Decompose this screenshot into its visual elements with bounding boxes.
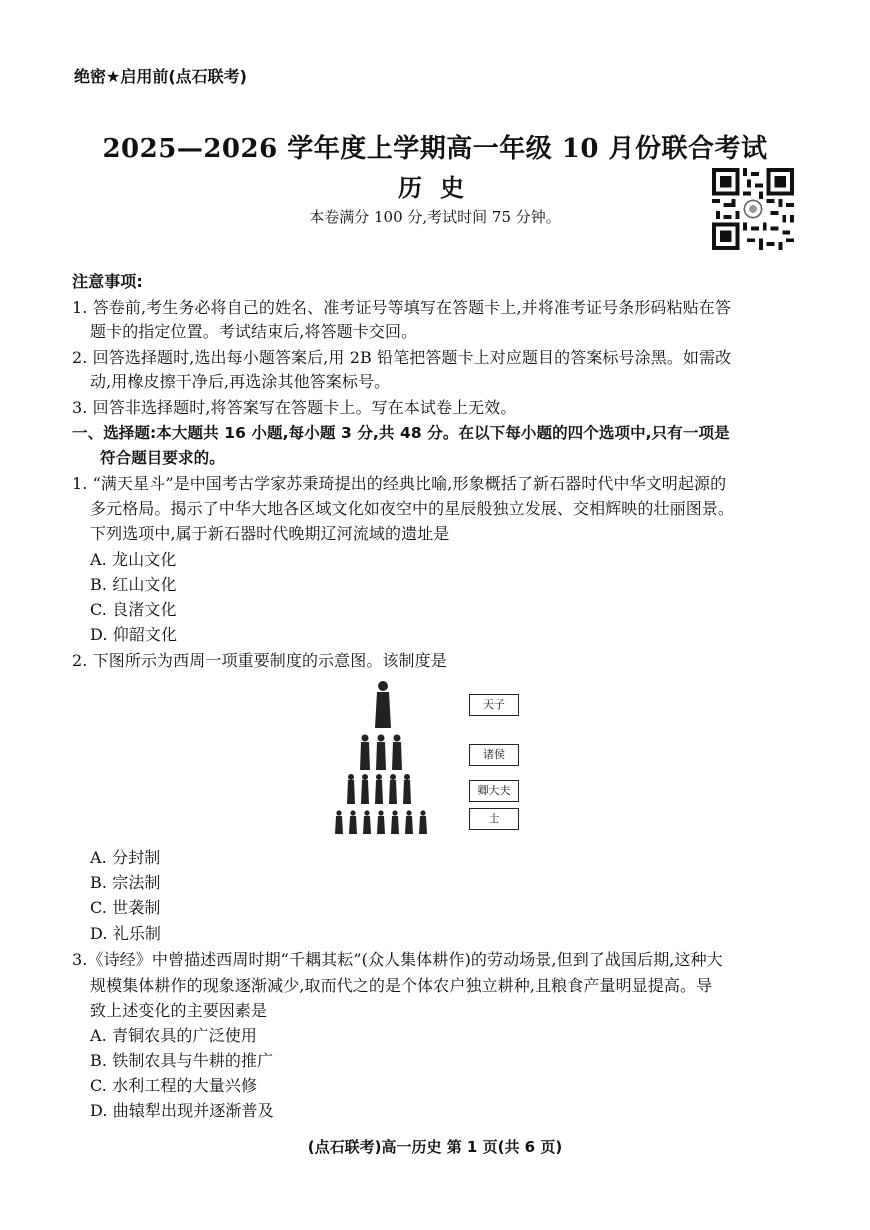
notice-heading: 注意事项: <box>72 272 143 291</box>
subject-title: 历史 <box>398 173 482 202</box>
notice-item: 3. 回答非选择题时,将答案写在答题卡上。写在本试卷上无效。 <box>72 398 517 417</box>
question-stem: 2. 下图所示为西周一项重要制度的示意图。该制度是 <box>72 651 447 670</box>
question-stem: 3.《诗经》中曾描述西周时期“千耦其耘”(众人集体耕作)的劳动场景,但到了战国后期,这种大 <box>72 950 723 969</box>
option-d: D. 仰韶文化 <box>90 625 178 644</box>
question-stem: 1. “满天星斗”是中国考古学家苏秉琦提出的经典比喻,形象概括了新石器时代中华文明起源的 <box>72 474 727 493</box>
question-stem: 规模集体耕作的现象逐渐减少,取而代之的是个体农户独立耕种,且粮食产量明显提高。导 <box>90 976 713 995</box>
option-b: B. 宗法制 <box>90 873 161 892</box>
question-stem: 多元格局。揭示了中华大地各区域文化如夜空中的星辰般独立发展、交相辉映的壮丽图景。 <box>90 499 735 518</box>
notice-item: 2. 回答选择题时,选出每小题答案后,用 2B 铅笔把答题卡上对应题目的答案标号涂黑。如需改 <box>72 348 732 367</box>
tianzi-figure <box>375 681 391 728</box>
option-d: D. 曲辕犁出现并逐渐普及 <box>90 1101 274 1120</box>
option-b: B. 红山文化 <box>90 575 177 594</box>
confidential-label: 绝密★启用前(点石联考) <box>74 67 247 86</box>
option-a: A. 青铜农具的广泛使用 <box>90 1026 257 1045</box>
page-footer: (点石联考)高一历史 第 1 页(共 6 页) <box>307 1138 563 1156</box>
qr-code-icon <box>712 168 794 250</box>
question-stem: 下列选项中,属于新石器时代晚期辽河流域的遗址是 <box>90 524 450 543</box>
notice-item: 1. 答卷前,考生务必将自己的姓名、准考证号等填写在答题卡上,并将准考证号条形码粘贴在答 <box>72 298 731 317</box>
score-time-note: 本卷满分 100 分,考试时间 75 分钟。 <box>309 208 561 226</box>
zhuhou-figures <box>360 735 402 771</box>
option-b: B. 铁制农具与牛耕的推广 <box>90 1051 274 1070</box>
notice-item: 动,用橡皮擦干净后,再选涂其他答案标号。 <box>90 372 391 391</box>
option-d: D. 礼乐制 <box>90 924 162 943</box>
notice-item: 题卡的指定位置。考试结束后,将答题卡交回。 <box>90 322 418 341</box>
question-stem: 致上述变化的主要因素是 <box>90 1001 268 1020</box>
exam-title: 2025—2026 学年度上学期高一年级 10 月份联合考试 <box>102 134 768 164</box>
label-shi: 士 <box>469 808 519 830</box>
section-heading: 一、选择题:本大题共 16 小题,每小题 3 分,共 48 分。在以下每小题的四个选项中,只有一项是 <box>72 424 730 442</box>
shi-figures <box>335 810 427 834</box>
qingdafu-figures <box>347 774 411 804</box>
hierarchy-figures-diagram <box>325 676 445 836</box>
option-c: C. 水利工程的大量兴修 <box>90 1076 258 1095</box>
section-heading-cont: 符合题目要求的。 <box>100 449 225 467</box>
label-zhuhou: 诸侯 <box>469 744 519 766</box>
option-c: C. 良渚文化 <box>90 600 177 619</box>
option-a: A. 分封制 <box>90 848 161 867</box>
label-tianzi: 天子 <box>469 694 519 716</box>
option-c: C. 世袭制 <box>90 898 161 917</box>
label-qingdafu: 卿大夫 <box>469 780 519 802</box>
option-a: A. 龙山文化 <box>90 550 177 569</box>
